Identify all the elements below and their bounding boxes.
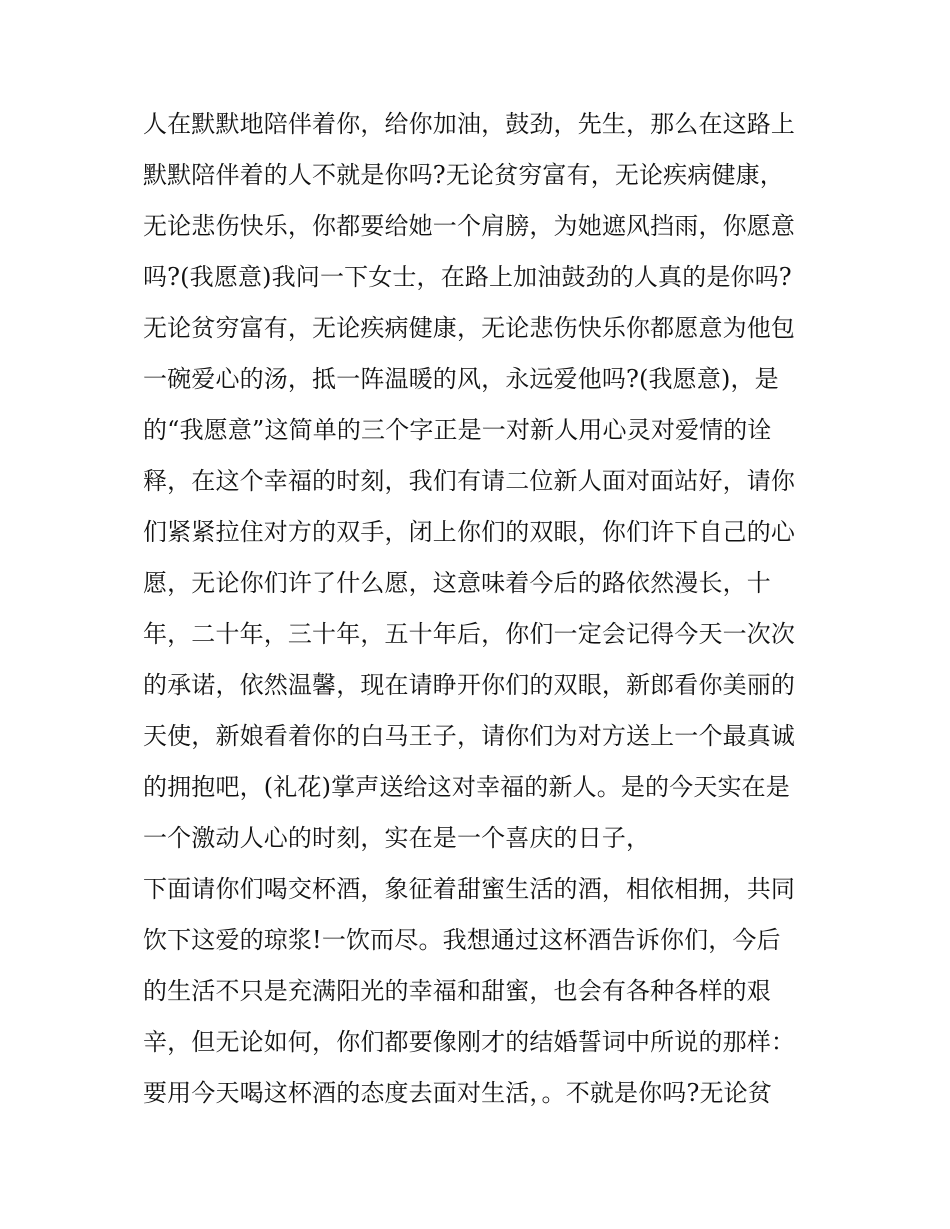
text-line: 无论悲伤快乐，你都要给她一个肩膀，为她遮风挡雨，你愿意 bbox=[143, 212, 796, 240]
text-line: 要用今天喝这杯酒的态度去面对生活，。不就是你吗?无论贫 bbox=[143, 1079, 772, 1107]
text-line: 的拥抱吧，(礼花)掌声送给这对幸福的新人。是的今天实在是 bbox=[143, 773, 790, 801]
text-line: 一碗爱心的汤，抵一阵温暖的风，永远爱他吗?(我愿意)，是 bbox=[143, 365, 779, 393]
text-line: 的生活不只是充满阳光的幸福和甜蜜，也会有各种各样的艰 bbox=[143, 977, 771, 1005]
text-line: 天使，新娘看着你的白马王子，请你们为对方送上一个最真诚 bbox=[143, 722, 796, 750]
text-line: 的承诺，依然温馨，现在请睁开你们的双眼，新郎看你美丽的 bbox=[143, 671, 796, 699]
text-line: 释，在这个幸福的时刻，我们有请二位新人面对面站好，请你 bbox=[143, 467, 796, 495]
text-line: 无论贫穷富有，无论疾病健康，无论悲伤快乐你都愿意为他包 bbox=[143, 314, 796, 342]
text-line: 吗?(我愿意)我问一下女士，在路上加油鼓劲的人真的是你吗? bbox=[143, 263, 792, 291]
text-line: 愿，无论你们许了什么愿，这意味着今后的路依然漫长，十 bbox=[143, 569, 771, 597]
text-line: 下面请你们喝交杯酒，象征着甜蜜生活的酒，相依相拥，共同 bbox=[143, 875, 796, 903]
text-line: 年，二十年，三十年，五十年后，你们一定会记得今天一次次 bbox=[143, 620, 796, 648]
text-line: 的“我愿意”这简单的三个字正是一对新人用心灵对爱情的诠 bbox=[143, 416, 772, 444]
text-line: 辛，但无论如何，你们都要像刚才的结婚誓词中所说的那样： bbox=[143, 1028, 796, 1056]
text-line: 饮下这爱的琼浆!一饮而尽。我想通过这杯酒告诉你们，今后 bbox=[143, 926, 781, 954]
text-line: 默默陪伴着的人不就是你吗?无论贫穷富有，无论疾病健康， bbox=[143, 161, 784, 189]
text-line: 人在默默地陪伴着你，给你加油，鼓劲，先生，那么在这路上 bbox=[143, 110, 796, 138]
text-line: 一个激动人心的时刻，实在是一个喜庆的日子， bbox=[143, 824, 651, 852]
text-line: 们紧紧拉住对方的双手，闭上你们的双眼，你们许下自己的心 bbox=[143, 518, 796, 546]
